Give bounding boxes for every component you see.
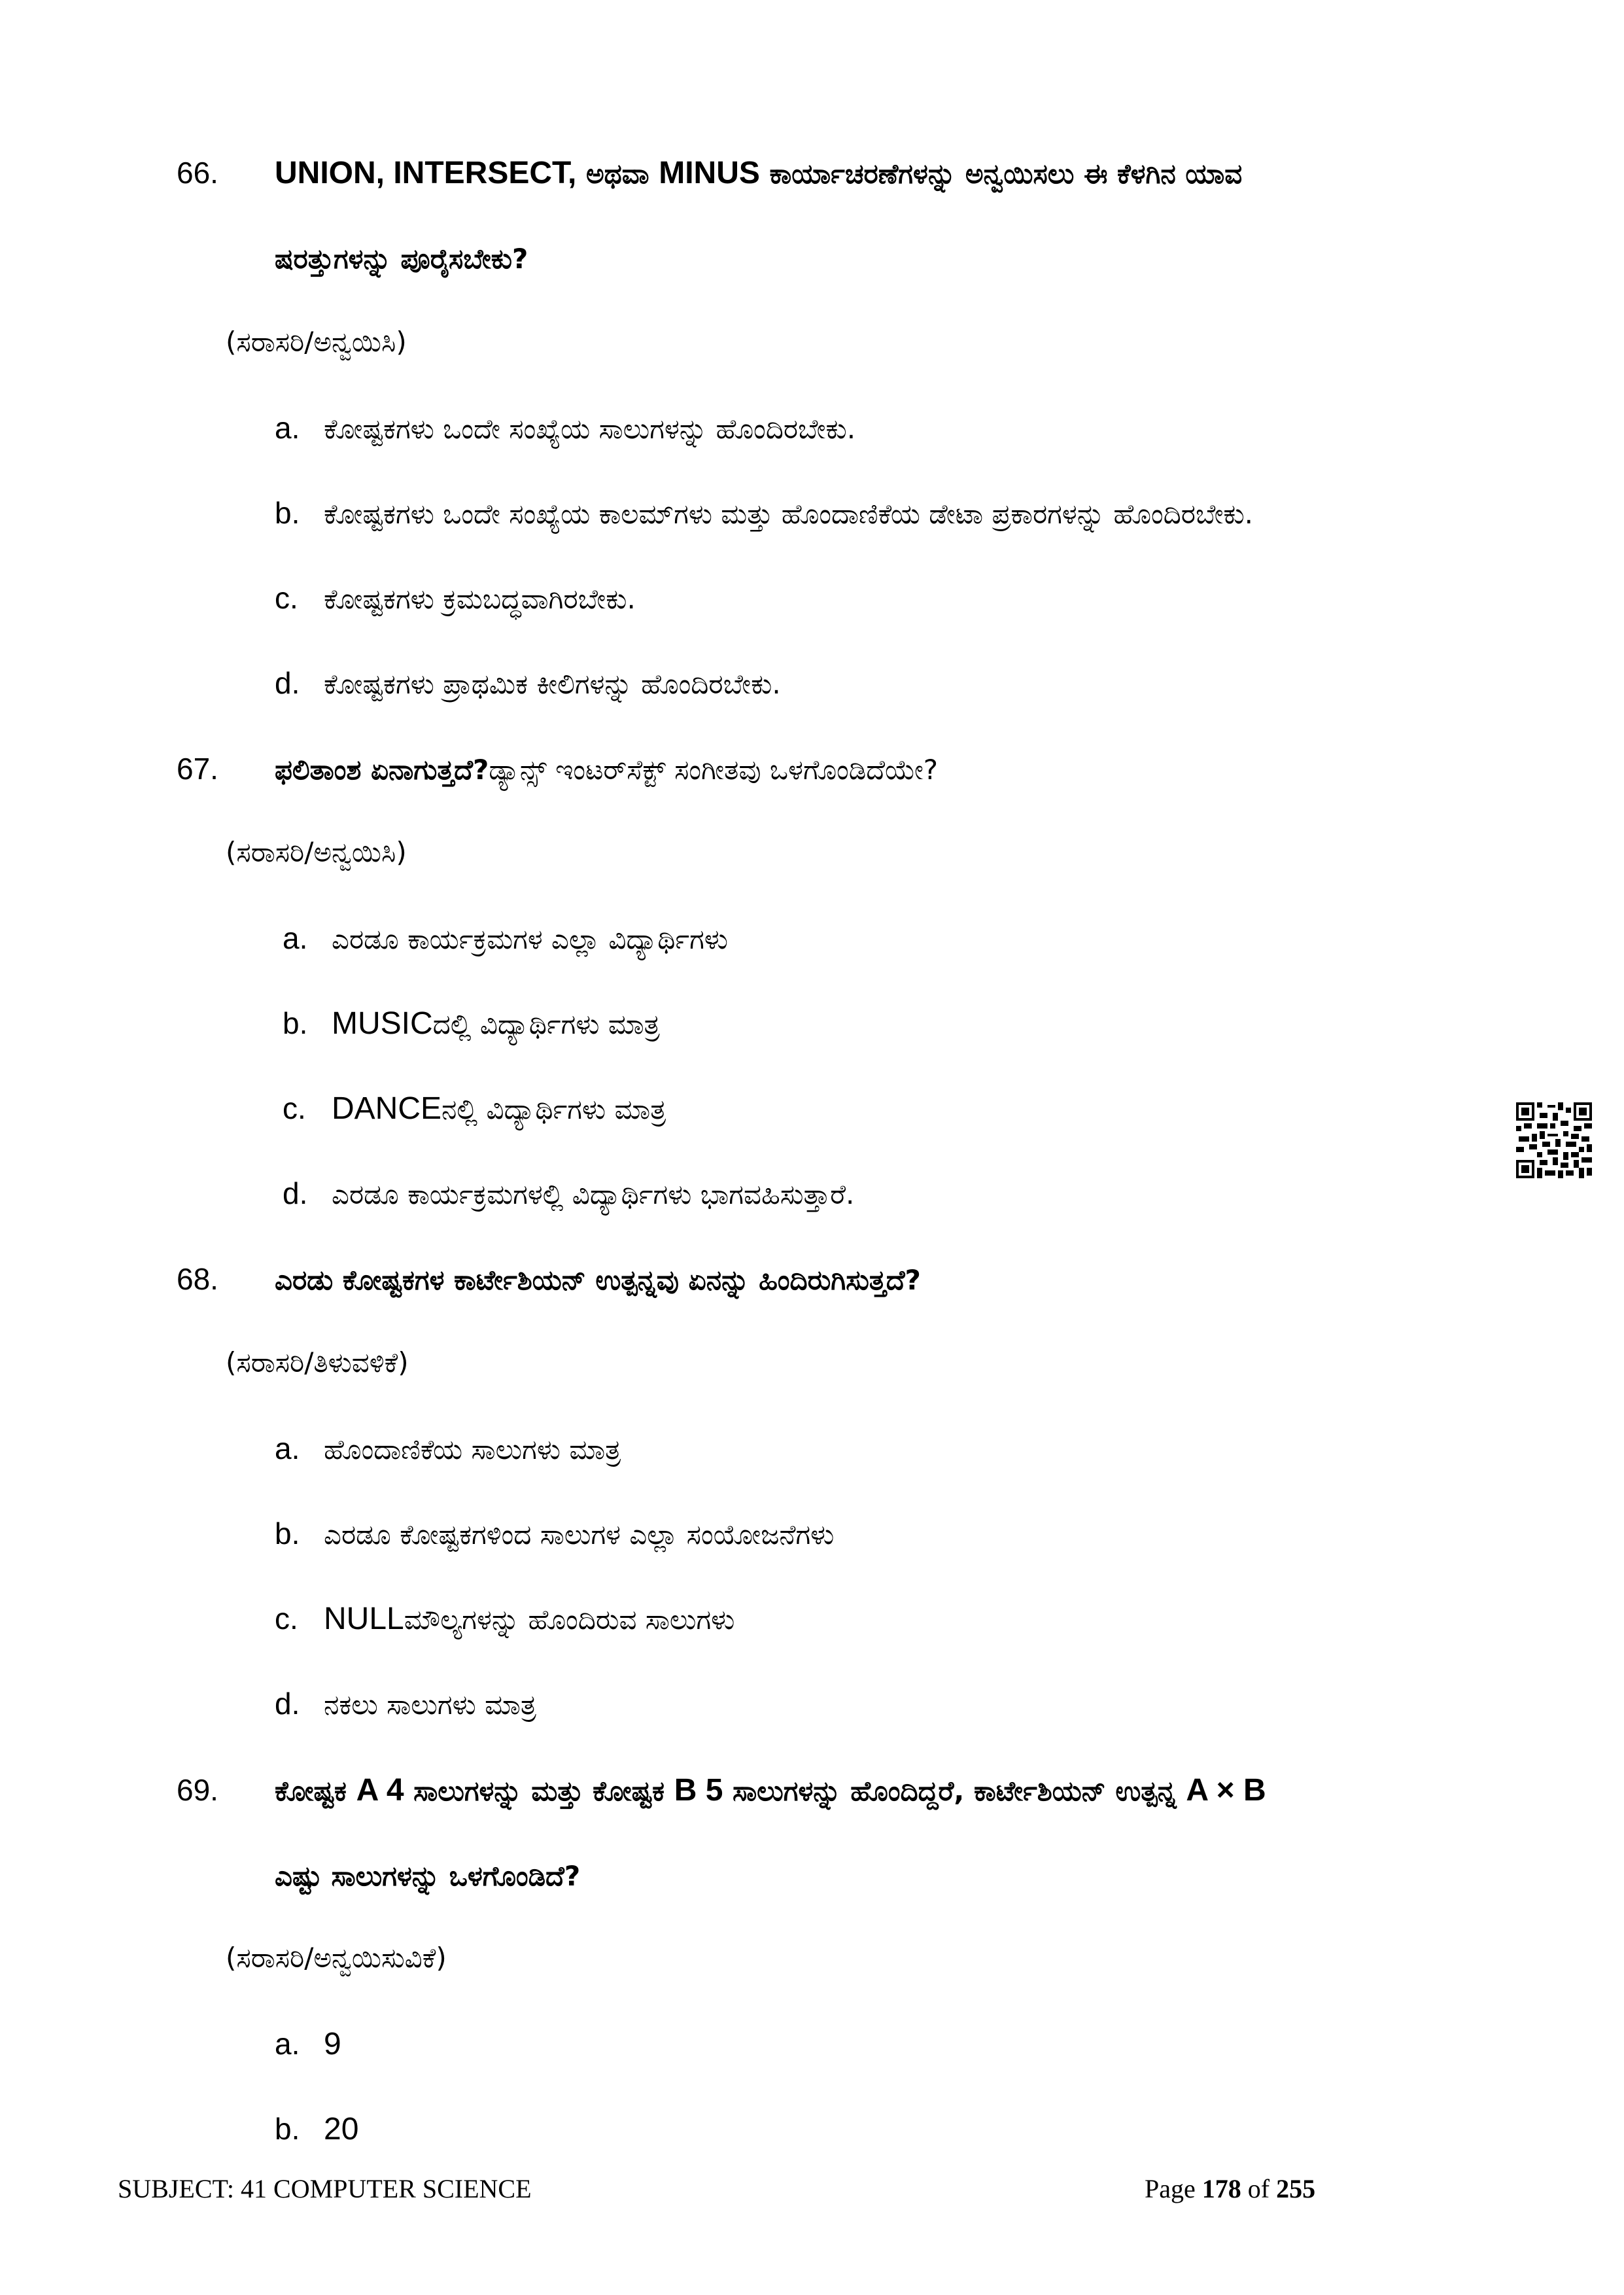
question-number: 66. [177, 156, 218, 190]
question-text [275, 131, 1537, 217]
option-text: ಎರಡೂ ಕಾರ್ಯಕ್ರಮಗಳಲ್ಲಿ ವಿದ್ಯಾರ್ಥಿಗಳು ಭಾಗವಹಿಸುತ್ತಾರೆ. [332, 1178, 855, 1210]
option-latin-text: MUSIC [332, 1006, 433, 1041]
option-text: ಕೋಷ್ಟಕಗಳು ಒಂದೇ ಸಂಖ್ಯೆಯ ಕಾಲಮ್‌ಗಳು ಮತ್ತು ಹೊಂದಾಣಿಕೆಯ ಡೇಟಾ ಪ್ರಕಾರಗಳನ್ನು ಹೊಂದಿರಬೇಕು. [324, 498, 1254, 530]
option-b[interactable] [283, 1006, 660, 1042]
option-text: ಮೌಲ್ಯಗಳನ್ನು ಹೊಂದಿರುವ ಸಾಲುಗಳು [404, 1603, 735, 1636]
question-66 [177, 131, 1537, 302]
option-a[interactable] [275, 410, 855, 446]
option-b[interactable] [275, 1516, 834, 1551]
option-letter: b. [283, 1006, 308, 1040]
option-letter: d. [275, 1687, 300, 1721]
question-67 [177, 727, 1537, 813]
option-letter: a. [283, 921, 308, 955]
page-prefix: Page [1145, 2174, 1202, 2203]
qr-code-icon [1516, 1102, 1592, 1178]
question-text-continued: ಷರತ್ತುಗಳನ್ನು ಪೂರೈಸಬೇಕು? [275, 243, 528, 275]
option-text: ಎರಡೂ ಕಾರ್ಯಕ್ರಮಗಳ ಎಲ್ಲಾ ವಿದ್ಯಾರ್ಥಿಗಳು [332, 923, 729, 955]
option-d[interactable] [275, 1686, 536, 1721]
option-text: ಕೋಷ್ಟಕಗಳು ಪ್ರಾಥಮಿಕ ಕೀಲಿಗಳನ್ನು ಹೊಂದಿರಬೇಕು. [324, 668, 781, 700]
page-total: 255 [1276, 2174, 1316, 2203]
question-text-part: ಫಲಿತಾಂಶ ಏನಾಗುತ್ತದೆ? [275, 754, 489, 786]
page-of: of [1241, 2174, 1277, 2203]
option-text: ಹೊಂದಾಣಿಕೆಯ ಸಾಲುಗಳು ಮಾತ್ರ [324, 1433, 621, 1465]
question-text-part: B 5 [674, 1773, 723, 1808]
page-current: 178 [1201, 2174, 1241, 2203]
question-text: ಎರಡು ಕೋಷ್ಟಕಗಳ ಕಾರ್ಟೇಶಿಯನ್ ಉತ್ಪನ್ನವು ಏನನ್ನು ಹಿಂದಿರುಗಿಸುತ್ತದೆ? [275, 1264, 921, 1296]
question-text-part: UNION, INTERSECT, [275, 156, 577, 190]
question-68 [177, 1238, 1537, 1323]
question-category: (ಸರಾಸರಿ/ತಿಳುವಳಿಕೆ) [226, 1346, 409, 1378]
option-a[interactable] [283, 920, 728, 956]
option-letter: d. [275, 666, 300, 700]
question-text-part: ಕೋಷ್ಟಕ [275, 1775, 356, 1807]
question-category: (ಸರಾಸರಿ/ಅನ್ವಯಿಸಿ) [226, 836, 407, 868]
option-b[interactable] [275, 495, 1253, 531]
option-letter: a. [275, 2027, 300, 2061]
option-c[interactable] [283, 1091, 666, 1127]
question-category: (ಸರಾಸರಿ/ಅನ್ವಯಿಸಿ) [226, 326, 407, 358]
option-letter: d. [283, 1176, 308, 1210]
question-text-part: ಅಥವಾ [576, 158, 659, 190]
option-letter: c. [275, 1602, 298, 1636]
question-number: 69. [177, 1773, 218, 1807]
question-text-part: MINUS [659, 156, 760, 190]
question-text-part: A × B [1186, 1773, 1266, 1808]
question-69 [177, 1748, 1537, 1919]
option-letter: a. [275, 411, 300, 445]
option-text: ನಕಲು ಸಾಲುಗಳು ಮಾತ್ರ [324, 1689, 536, 1721]
option-text: ದಲ್ಲಿ ವಿದ್ಯಾರ್ಥಿಗಳು ಮಾತ್ರ [432, 1008, 660, 1040]
question-text-part: ಸಾಲುಗಳನ್ನು ಮತ್ತು ಕೋಷ್ಟಕ [404, 1775, 674, 1807]
option-latin-text: 20 [324, 2112, 359, 2146]
question-text [275, 1748, 1537, 1834]
option-letter: c. [283, 1091, 306, 1125]
option-b[interactable] [275, 2111, 358, 2147]
option-latin-text: 9 [324, 2027, 341, 2061]
option-text: ಎರಡೂ ಕೋಷ್ಟಕಗಳಿಂದ ಸಾಲುಗಳ ಎಲ್ಲಾ ಸಂಯೋಜನೆಗಳು [324, 1518, 835, 1550]
option-c[interactable] [275, 580, 636, 616]
question-text [275, 727, 1537, 813]
option-letter: c. [275, 581, 298, 615]
option-c[interactable] [275, 1601, 734, 1637]
option-latin-text: DANCE [332, 1091, 442, 1126]
option-latin-text: NULL [324, 1602, 404, 1636]
option-letter: a. [275, 1431, 300, 1465]
option-text: ಕೋಷ್ಟಕಗಳು ಒಂದೇ ಸಂಖ್ಯೆಯ ಸಾಲುಗಳನ್ನು ಹೊಂದಿರಬೇಕು. [324, 413, 856, 445]
question-text-part: ಸಾಲುಗಳನ್ನು ಹೊಂದಿದ್ದರೆ, ಕಾರ್ಟೇಶಿಯನ್ ಉತ್ಪನ್ನ [723, 1775, 1186, 1807]
footer-page-number [1145, 2173, 1315, 2204]
option-a[interactable] [275, 1431, 621, 1466]
question-text-part: ಕಾರ್ಯಾಚರಣೆಗಳನ್ನು ಅನ್ವಯಿಸಲು ಈ ಕೆಳಗಿನ ಯಾವ [759, 158, 1243, 190]
question-category: (ಸರಾಸರಿ/ಅನ್ವಯಿಸುವಿಕೆ) [226, 1942, 447, 1974]
option-letter: b. [275, 1516, 300, 1550]
option-letter: b. [275, 2112, 300, 2146]
question-text-part: ಡ್ಯಾನ್ಸ್ ಇಂಟರ್‌ಸೆಕ್ಟ್ ಸಂಗೀತವು ಒಳಗೊಂಡಿದೆಯೇ? [489, 754, 939, 786]
option-letter: b. [275, 496, 300, 530]
question-text-part: A 4 [356, 1773, 404, 1808]
option-d[interactable] [275, 665, 781, 701]
option-d[interactable] [283, 1176, 854, 1211]
option-text: ನಲ್ಲಿ ವಿದ್ಯಾರ್ಥಿಗಳು ಮಾತ್ರ [441, 1093, 666, 1125]
question-text-continued: ಎಷ್ಟು ಸಾಲುಗಳನ್ನು ಒಳಗೊಂಡಿದೆ? [275, 1860, 581, 1892]
question-number: 68. [177, 1262, 218, 1296]
option-a[interactable] [275, 2026, 341, 2062]
footer-subject: SUBJECT: 41 COMPUTER SCIENCE [118, 2174, 532, 2203]
question-number: 67. [177, 752, 218, 786]
option-text: ಕೋಷ್ಟಕಗಳು ಕ್ರಮಬದ್ಧವಾಗಿರಬೇಕು. [324, 583, 636, 615]
